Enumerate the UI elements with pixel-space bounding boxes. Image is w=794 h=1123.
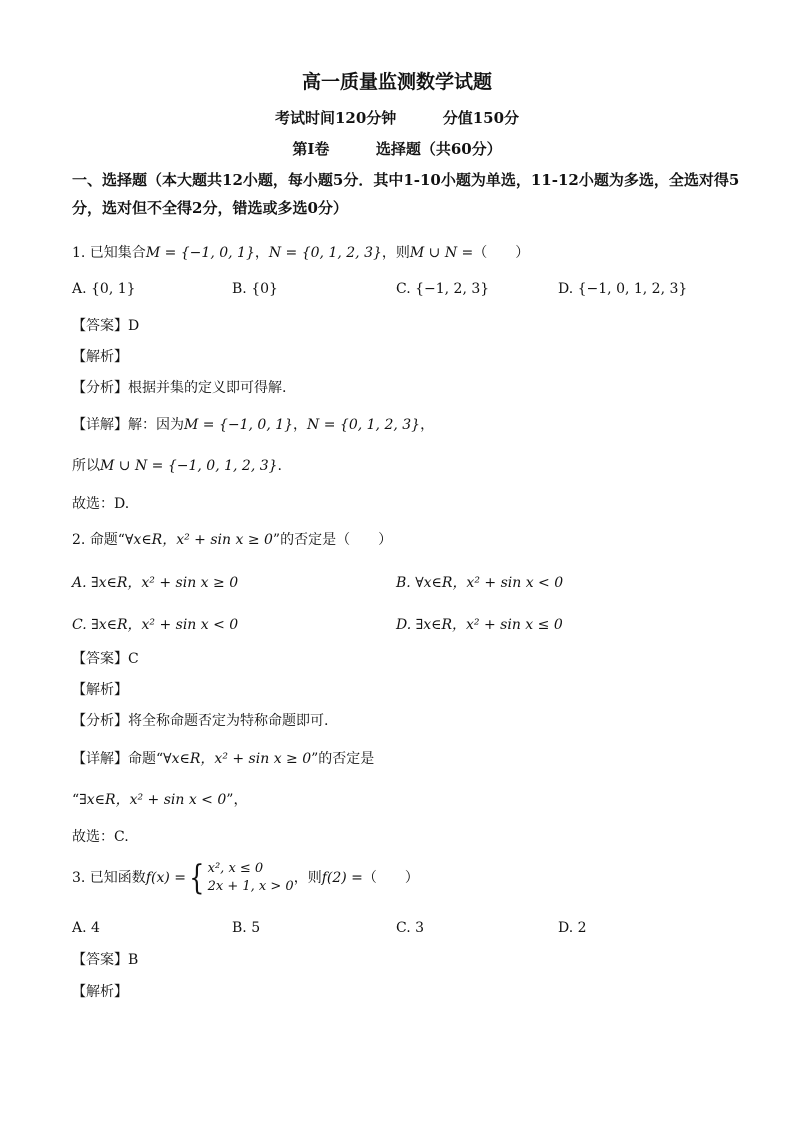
q3-option-c: C. 3 [396, 920, 425, 936]
q1-stem [72, 243, 529, 263]
q1-option-b: B. {0} [232, 281, 278, 297]
q3-option-d: D. 2 [558, 920, 587, 936]
exam-time: 考试时间120分钟 [274, 109, 397, 127]
exam-score: 分值150分 [442, 109, 520, 127]
q2-analysis: 【解析】 [72, 682, 128, 698]
q3-stem-prefix: 3. 已知函数 [72, 870, 146, 886]
q2-answer: 【答案】C [72, 651, 139, 667]
q1-detail-text: 【详解】解：因为 [72, 417, 184, 433]
q3-analysis: 【解析】 [72, 984, 128, 1000]
q2-conclusion: 故选：C. [72, 829, 129, 845]
q1-option-d: D. {−1, 0, 1, 2, 3} [558, 281, 688, 297]
q2-stem-expr: ∀x∈R，x² + sin x ≥ 0 [124, 532, 273, 548]
q1-set-n: N = {0, 1, 2, 3} [268, 245, 382, 261]
q2-result [72, 790, 247, 810]
q3-case-1: x², x ≤ 0 [207, 861, 264, 876]
exam-info [0, 108, 794, 128]
q1-then: ，则 [381, 245, 410, 261]
q3-option-b: B. 5 [232, 920, 261, 936]
q1-fenxi: 【分析】根据并集的定义即可得解. [72, 380, 287, 396]
q1-answer: 【答案】D [72, 318, 140, 334]
q2-detail-suffix: ”的否定是 [311, 751, 375, 767]
q1-detail-n: N = {0, 1, 2, 3} [307, 417, 421, 433]
q2-result-close: ”， [226, 792, 248, 808]
q3-blank: （ ） [362, 870, 419, 886]
q2-stem-suffix: ”的否定是（ ） [272, 532, 393, 548]
q1-detail-comma: ， [293, 417, 308, 433]
q1-conclusion: 故选：D. [72, 496, 130, 512]
q1-detail-m: M = {−1, 0, 1} [184, 417, 294, 433]
q1-union: M ∪ N = [409, 245, 474, 261]
q1-detail-comma-2: ， [420, 417, 435, 433]
q2-fenxi: 【分析】将全称命题否定为特称命题即可. [72, 713, 329, 729]
q2-option-d: D. ∃x∈R，x² + sin x ≤ 0 [396, 617, 563, 633]
q2-stem [72, 530, 392, 550]
q1-option-c: C. {−1, 2, 3} [396, 281, 490, 297]
q2-stem-prefix: 2. 命题“ [72, 532, 125, 548]
volume-label: 第I卷 [292, 140, 330, 158]
q2-result-expr: ∃x∈R，x² + sin x < 0 [79, 792, 227, 808]
q1-analysis: 【解析】 [72, 349, 128, 365]
q2-detail-expr: ∀x∈R，x² + sin x ≥ 0 [163, 751, 312, 767]
q2-option-b: B. ∀x∈R，x² + sin x < 0 [396, 575, 564, 591]
q1-suoyi: 所以 [72, 458, 100, 474]
q1-option-a: A. {0, 1} [72, 281, 136, 297]
q2-option-c: C. ∃x∈R，x² + sin x < 0 [72, 617, 239, 633]
q3-f2: f(2) = [321, 870, 363, 886]
q3-stem [72, 858, 419, 904]
q1-set-m: M = {−1, 0, 1} [145, 245, 255, 261]
q1-detail [72, 415, 434, 435]
q3-then: ，则 [293, 870, 322, 886]
q2-detail-prefix: 【详解】命题“ [72, 751, 164, 767]
q3-function-name: f(x) = [145, 870, 186, 886]
q2-option-a: A. ∃x∈R，x² + sin x ≥ 0 [72, 575, 239, 591]
q1-stem-text: 1. 已知集合 [72, 245, 146, 261]
q1-comma: ， [254, 245, 269, 261]
q3-answer: 【答案】B [72, 952, 139, 968]
q1-blank: （ ） [473, 245, 530, 261]
q1-result-expr: M ∪ N = {−1, 0, 1, 2, 3} [100, 458, 278, 474]
volume-heading [0, 139, 794, 159]
q3-cases [208, 860, 294, 896]
q3-option-a: A. 4 [72, 920, 100, 936]
q3-case-2: 2x + 1, x > 0 [207, 879, 294, 894]
q2-result-open: “ [72, 792, 80, 808]
piecewise-brace-icon: { [189, 858, 205, 898]
page-title: 高一质量监测数学试题 [301, 71, 492, 93]
section-heading: 一、选择题（本大题共12小题，每小题5分．其中1-10小题为单选，11-12小题为多选，全选对得5分，选对但不全得2分，错选或多选0分） [72, 171, 740, 217]
q1-period: . [277, 458, 282, 474]
q2-detail [72, 749, 374, 769]
volume-subtitle: 选择题（共60分） [375, 140, 502, 158]
q1-result [72, 456, 282, 476]
